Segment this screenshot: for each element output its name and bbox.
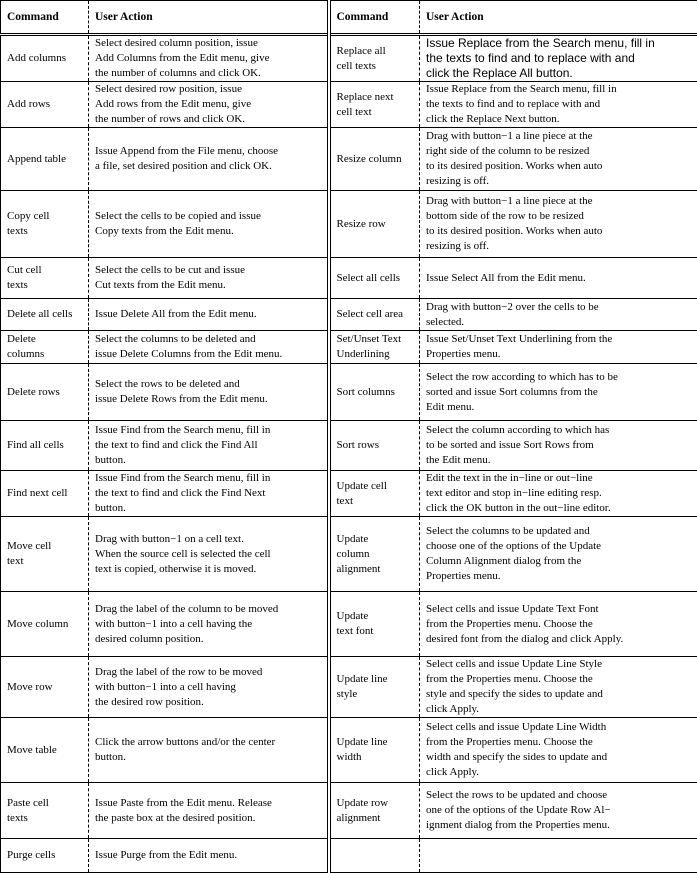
table-row <box>1 331 697 364</box>
cell-text-line: Find next cell <box>7 486 82 501</box>
action-cell <box>420 364 697 421</box>
cell-text-line: Update cell <box>337 479 414 494</box>
table-row <box>1 657 697 718</box>
cell-text-line: a file, set desired position and click OK. <box>95 159 321 174</box>
command-cell <box>329 839 420 873</box>
cell-text-line: the number of rows and click OK. <box>95 112 321 127</box>
header-action-left: User Action <box>89 1 329 35</box>
cell-text-line: Move table <box>7 743 82 758</box>
cell-text-line: Issue Select All from the Edit menu. <box>426 271 691 286</box>
cell-text-line: Drag with button−1 a line piece at the <box>426 129 691 144</box>
cell-text-line: Update <box>337 609 414 624</box>
action-cell <box>420 592 697 657</box>
action-cell <box>420 657 697 718</box>
cell-text-line: choose one of the options of the Update <box>426 539 691 554</box>
action-cell <box>89 82 329 128</box>
command-cell <box>1 471 89 517</box>
cell-text-line: texts <box>7 278 82 293</box>
cell-text-line: Resize row <box>337 217 414 232</box>
cell-text-line: texts <box>7 811 82 826</box>
cell-text-line: Column Alignment dialog from the <box>426 554 691 569</box>
cell-text-line: Select the columns to be updated and <box>426 524 691 539</box>
command-cell <box>1 191 89 258</box>
table-row <box>1 258 697 299</box>
cell-text-line: Add rows <box>7 97 82 112</box>
cell-text-line: text editor and stop in−line editing resp. <box>426 486 691 501</box>
command-cell <box>329 421 420 471</box>
cell-text-line: button. <box>95 750 321 765</box>
cell-text-line: Set/Unset Text <box>337 332 414 347</box>
action-cell <box>420 299 697 331</box>
command-cell <box>329 258 420 299</box>
header-action-right: User Action <box>420 1 697 35</box>
cell-text-line: Drag with button−1 on a cell text. <box>95 532 321 547</box>
cell-text-line: Delete all cells <box>7 307 82 322</box>
cell-text-line: text <box>337 494 414 509</box>
cell-text-line: text is copied, otherwise it is moved. <box>95 562 321 577</box>
command-cell <box>329 299 420 331</box>
action-cell <box>89 35 329 82</box>
cell-text-line: the Edit menu. <box>426 453 691 468</box>
cell-text-line: desired font from the dialog and click Apply. <box>426 632 691 647</box>
cell-text-line: text font <box>337 624 414 639</box>
command-cell <box>1 364 89 421</box>
command-cell <box>1 657 89 718</box>
cell-text-line: desired column position. <box>95 632 321 647</box>
cell-text-line: Select the cells to be cut and issue <box>95 263 321 278</box>
action-cell <box>89 783 329 839</box>
action-cell <box>89 592 329 657</box>
action-cell <box>420 718 697 783</box>
cell-text-line: width <box>337 750 414 765</box>
cell-text-line: Replace next <box>337 90 414 105</box>
cell-text-line: cell text <box>337 105 414 120</box>
cell-text-line: the desired row position. <box>95 695 321 710</box>
cell-text-line: Select the rows to be updated and choose <box>426 788 691 803</box>
cell-text-line: from the Properties menu. Choose the <box>426 617 691 632</box>
cell-text-line: Issue Replace from the Search menu, fill in <box>426 82 691 97</box>
cell-text-line: the text to find and click the Find All <box>95 438 321 453</box>
table-row <box>1 839 697 873</box>
cell-text-line: Drag the label of the column to be moved <box>95 602 321 617</box>
cell-text-line: Select the column according to which has <box>426 423 691 438</box>
header-command-left: Command <box>1 1 89 35</box>
cell-text-line: Move column <box>7 617 82 632</box>
cell-text-line: Update row <box>337 796 414 811</box>
command-cell <box>1 331 89 364</box>
header-command-right: Command <box>329 1 420 35</box>
command-cell <box>329 783 420 839</box>
cell-text-line: with button−1 into a cell having <box>95 680 321 695</box>
cell-text-line: click Apply. <box>426 765 691 780</box>
header-row <box>1 1 697 35</box>
cell-text-line: Append table <box>7 152 82 167</box>
table-row <box>1 299 697 331</box>
cell-text-line: Select cells and issue Update Text Font <box>426 602 691 617</box>
cell-text-line: Issue Delete All from the Edit menu. <box>95 307 321 322</box>
cell-text-line: the texts to find and to replace with and <box>426 51 691 66</box>
action-cell <box>89 364 329 421</box>
command-cell <box>329 517 420 592</box>
cell-text-line: Issue Purge from the Edit menu. <box>95 848 321 863</box>
cell-text-line: Copy cell <box>7 209 82 224</box>
cell-text-line: Edit the text in the in−line or out−line <box>426 471 691 486</box>
cell-text-line: Add rows from the Edit menu, give <box>95 97 321 112</box>
action-cell <box>420 82 697 128</box>
cell-text-line: Cut cell <box>7 263 82 278</box>
cell-text-line: issue Delete Rows from the Edit menu. <box>95 392 321 407</box>
command-cell <box>329 82 420 128</box>
table-row <box>1 191 697 258</box>
cell-text-line: right side of the column to be resized <box>426 144 691 159</box>
cell-text-line: texts <box>7 224 82 239</box>
action-cell <box>89 421 329 471</box>
cell-text-line: sorted and issue Sort columns from the <box>426 385 691 400</box>
action-cell <box>89 657 329 718</box>
cell-text-line: from the Properties menu. Choose the <box>426 672 691 687</box>
command-cell <box>1 128 89 191</box>
cell-text-line: alignment <box>337 811 414 826</box>
action-cell <box>89 517 329 592</box>
table-row <box>1 517 697 592</box>
action-cell <box>89 128 329 191</box>
action-cell <box>420 128 697 191</box>
cell-text-line: columns <box>7 347 82 362</box>
table-row <box>1 35 697 82</box>
cell-text-line: Click the arrow buttons and/or the center <box>95 735 321 750</box>
cell-text-line: Issue Append from the File menu, choose <box>95 144 321 159</box>
command-cell <box>1 421 89 471</box>
table-row <box>1 364 697 421</box>
command-cell <box>329 128 420 191</box>
cell-text-line: Issue Find from the Search menu, fill in <box>95 471 321 486</box>
command-cell <box>329 592 420 657</box>
cell-text-line: Select the columns to be deleted and <box>95 332 321 347</box>
cell-text-line: Purge cells <box>7 848 82 863</box>
action-cell <box>420 35 697 82</box>
cell-text-line: with button−1 into a cell having the <box>95 617 321 632</box>
action-cell <box>89 299 329 331</box>
cell-text-line: button. <box>95 501 321 516</box>
cell-text-line: to be sorted and issue Sort Rows from <box>426 438 691 453</box>
cell-text-line: text <box>7 554 82 569</box>
cell-text-line: Select the rows to be deleted and <box>95 377 321 392</box>
action-cell <box>420 421 697 471</box>
cell-text-line: ignment dialog from the Properties menu. <box>426 818 691 833</box>
cell-text-line: Paste cell <box>7 796 82 811</box>
cell-text-line: Drag the label of the row to be moved <box>95 665 321 680</box>
action-cell <box>89 839 329 873</box>
cell-text-line: Update line <box>337 735 414 750</box>
cell-text-line: bottom side of the row to be resized <box>426 209 691 224</box>
command-cell <box>1 839 89 873</box>
cell-text-line: Replace all <box>337 44 414 59</box>
action-cell <box>89 331 329 364</box>
cell-text-line: Select cells and issue Update Line Width <box>426 720 691 735</box>
cell-text-line: Select all cells <box>337 271 414 286</box>
cell-text-line: Select desired row position, issue <box>95 82 321 97</box>
cell-text-line: the text to find and click the Find Next <box>95 486 321 501</box>
command-cell <box>329 35 420 82</box>
command-cell <box>1 82 89 128</box>
command-cell <box>329 657 420 718</box>
table-row <box>1 783 697 839</box>
cell-text-line: Copy texts from the Edit menu. <box>95 224 321 239</box>
command-cell <box>1 783 89 839</box>
cell-text-line: Edit menu. <box>426 400 691 415</box>
table-row <box>1 592 697 657</box>
cell-text-line: Delete <box>7 332 82 347</box>
cell-text-line: to its desired position. Works when auto <box>426 159 691 174</box>
cell-text-line: Issue Set/Unset Text Underlining from the <box>426 332 691 347</box>
cell-text-line: Properties menu. <box>426 347 691 362</box>
command-cell <box>329 191 420 258</box>
cell-text-line: alignment <box>337 562 414 577</box>
table-row <box>1 421 697 471</box>
cell-text-line: click the Replace Next button. <box>426 112 691 127</box>
cell-text-line: the texts to find and to replace with and <box>426 97 691 112</box>
cell-text-line: Select the cells to be copied and issue <box>95 209 321 224</box>
command-cell <box>1 718 89 783</box>
action-cell <box>89 258 329 299</box>
command-cell <box>1 517 89 592</box>
cell-text-line: one of the options of the Update Row Al− <box>426 803 691 818</box>
cell-text-line: cell texts <box>337 59 414 74</box>
cell-text-line: resizing is off. <box>426 174 691 189</box>
cell-text-line: When the source cell is selected the cell <box>95 547 321 562</box>
table-row <box>1 82 697 128</box>
cell-text-line: Properties menu. <box>426 569 691 584</box>
cell-text-line: Select cell area <box>337 307 414 322</box>
action-cell <box>420 191 697 258</box>
cell-text-line: Underlining <box>337 347 414 362</box>
table-row <box>1 128 697 191</box>
cell-text-line: Select desired column position, issue <box>95 36 321 51</box>
cell-text-line: button. <box>95 453 321 468</box>
cell-text-line: resizing is off. <box>426 239 691 254</box>
cell-text-line: Move cell <box>7 539 82 554</box>
command-cell <box>329 331 420 364</box>
action-cell <box>420 517 697 592</box>
cell-text-line: Cut texts from the Edit menu. <box>95 278 321 293</box>
cell-text-line: column <box>337 547 414 562</box>
action-cell <box>89 718 329 783</box>
table-body <box>1 35 697 873</box>
cell-text-line: selected. <box>426 315 691 330</box>
cell-text-line: click Apply. <box>426 702 691 717</box>
cell-text-line: style and specify the sides to update and <box>426 687 691 702</box>
cell-text-line: Sort rows <box>337 438 414 453</box>
table-row <box>1 471 697 517</box>
cell-text-line: Select cells and issue Update Line Style <box>426 657 691 672</box>
command-cell <box>1 592 89 657</box>
action-cell <box>89 191 329 258</box>
command-cell <box>1 35 89 82</box>
command-cell <box>329 718 420 783</box>
cell-text-line: Sort columns <box>337 385 414 400</box>
cell-text-line: Update line <box>337 672 414 687</box>
cell-text-line: click the Replace All button. <box>426 66 691 81</box>
cell-text-line: click the OK button in the out−line editor. <box>426 501 691 516</box>
cell-text-line: the paste box at the desired position. <box>95 811 321 826</box>
cell-text-line: from the Properties menu. Choose the <box>426 735 691 750</box>
cell-text-line: style <box>337 687 414 702</box>
command-cell <box>329 364 420 421</box>
cell-text-line: to its desired position. Works when auto <box>426 224 691 239</box>
cell-text-line: issue Delete Columns from the Edit menu. <box>95 347 321 362</box>
command-cell <box>1 258 89 299</box>
cell-text-line: Add Columns from the Edit menu, give <box>95 51 321 66</box>
action-cell <box>420 331 697 364</box>
command-cell <box>329 471 420 517</box>
cell-text-line: the number of columns and click OK. <box>95 66 321 81</box>
cell-text-line: Update <box>337 532 414 547</box>
cell-text-line: Select the row according to which has to be <box>426 370 691 385</box>
command-cell <box>1 299 89 331</box>
cell-text-line: Issue Paste from the Edit menu. Release <box>95 796 321 811</box>
action-cell <box>420 783 697 839</box>
cell-text-line: Delete rows <box>7 385 82 400</box>
cell-text-line: width and specify the sides to update and <box>426 750 691 765</box>
cell-text-line: Resize column <box>337 152 414 167</box>
table-row <box>1 718 697 783</box>
cell-text-line: Add columns <box>7 51 82 66</box>
action-cell <box>420 471 697 517</box>
cell-text-line: Move row <box>7 680 82 695</box>
action-cell <box>420 839 697 873</box>
cell-text-line: Issue Replace from the Search menu, fill in <box>426 36 691 51</box>
cell-text-line: Issue Find from the Search menu, fill in <box>95 423 321 438</box>
cell-text-line: Drag with button−2 over the cells to be <box>426 300 691 315</box>
cell-text-line: Find all cells <box>7 438 82 453</box>
action-cell <box>89 471 329 517</box>
cell-text-line: Drag with button−1 a line piece at the <box>426 194 691 209</box>
action-cell <box>420 258 697 299</box>
